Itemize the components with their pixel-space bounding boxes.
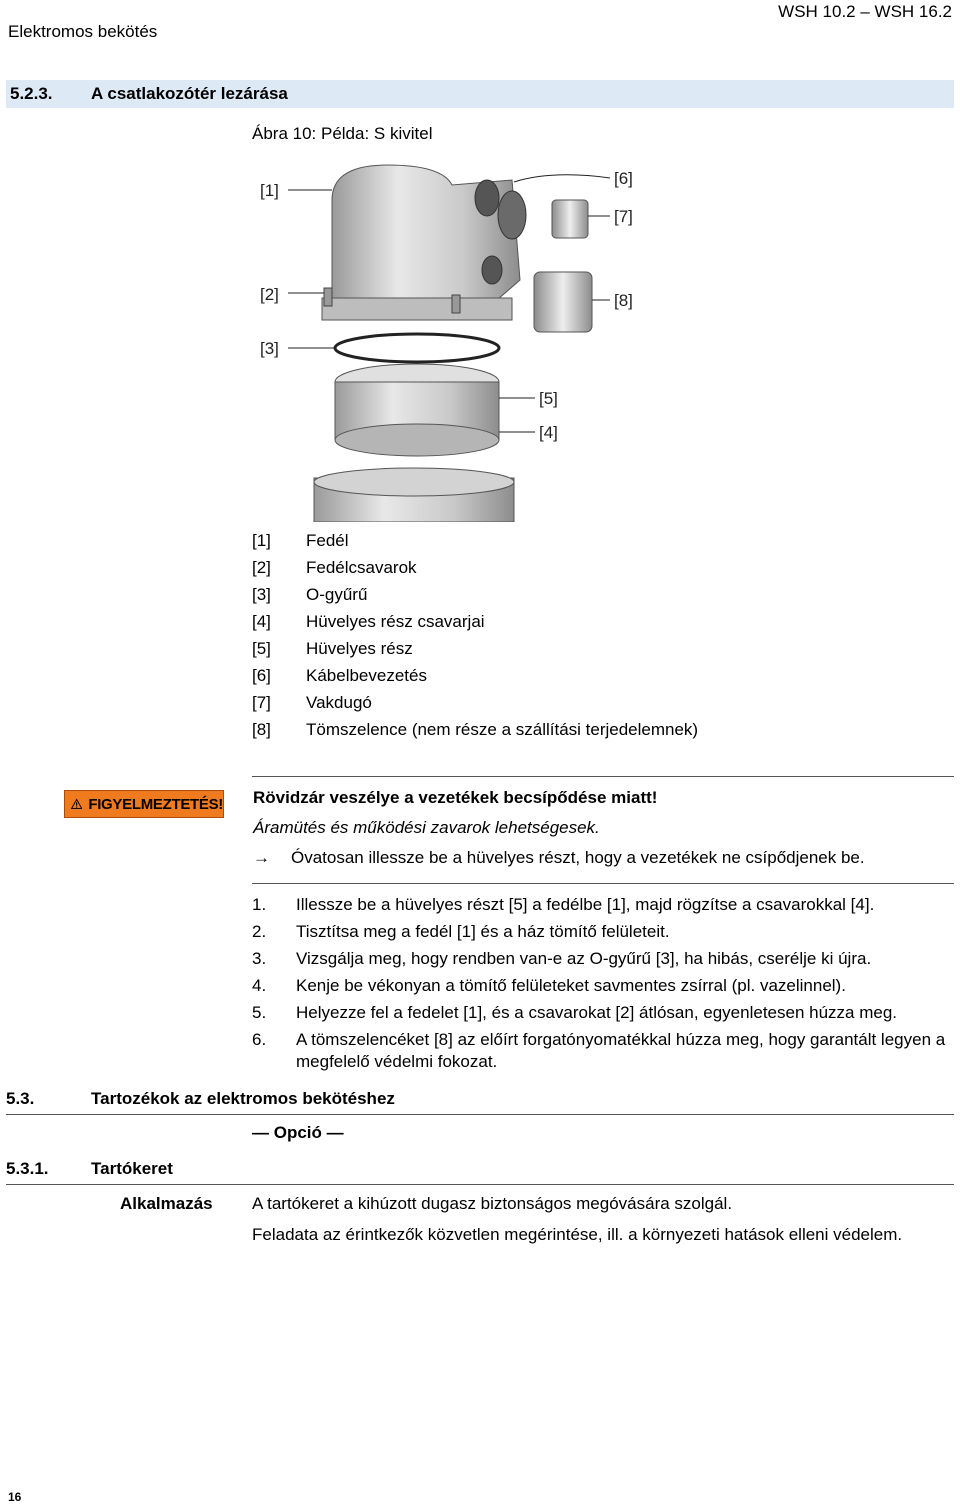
legend-key: [1] bbox=[252, 531, 271, 550]
legend-key: [8] bbox=[252, 720, 271, 739]
list-item bbox=[252, 894, 957, 916]
warning-subtitle: Áramütés és működési zavarok lehetségesek. bbox=[253, 818, 600, 837]
header-left-title: Elektromos bekötés bbox=[8, 22, 158, 41]
legend-key: [2] bbox=[252, 558, 271, 577]
step-number: 5. bbox=[252, 1003, 267, 1022]
list-item bbox=[252, 975, 957, 997]
page-number: 16 bbox=[8, 1490, 22, 1504]
callout-6: [6] bbox=[614, 169, 633, 188]
step-number: 1. bbox=[252, 895, 267, 914]
warning-action bbox=[253, 848, 865, 868]
o-ring bbox=[335, 334, 499, 362]
paragraph-2: Feladata az érintkezők közvetlen megérintése, ill. a környezeti hatások elleni védelem. bbox=[252, 1225, 903, 1244]
step-text: Illessze be a hüvelyes részt [5] a fedélbe [1], majd rögzítse a csavarokkal [4]. bbox=[296, 895, 875, 914]
list-item bbox=[252, 1029, 957, 1073]
side-label-application: Alkalmazás bbox=[120, 1194, 213, 1213]
callout-5: [5] bbox=[539, 389, 558, 408]
instruction-steps bbox=[252, 894, 957, 1078]
warning-top-rule bbox=[252, 776, 954, 777]
section-title: Tartozékok az elektromos bekötéshez bbox=[91, 1089, 395, 1108]
section-5-3-1-heading bbox=[6, 1159, 173, 1179]
list-item bbox=[252, 921, 957, 943]
callout-8: [8] bbox=[614, 291, 633, 310]
callout-4: [4] bbox=[539, 423, 558, 442]
warning-title: Rövidzár veszélye a vezetékek becsípődése miatt! bbox=[253, 788, 658, 807]
step-text: Helyezze fel a fedelet [1], és a csavarokat [2] átlósan, egyenletesen húzza meg. bbox=[296, 1003, 898, 1022]
warning-badge bbox=[64, 790, 224, 818]
entry-1 bbox=[475, 180, 499, 216]
legend-key: [4] bbox=[252, 612, 271, 631]
legend-row bbox=[252, 608, 698, 635]
legend-text: Fedél bbox=[306, 531, 349, 550]
exploded-view-drawing bbox=[252, 160, 672, 522]
legend-text: O-gyűrű bbox=[306, 585, 368, 604]
callout-7: [7] bbox=[614, 207, 633, 226]
legend-row bbox=[252, 635, 698, 662]
callout-3: [3] bbox=[260, 339, 279, 358]
section-5-3-heading bbox=[6, 1089, 395, 1109]
cable-gland bbox=[534, 272, 592, 332]
option-label: — Opció — bbox=[252, 1123, 344, 1142]
socket-carrier-bottom bbox=[335, 424, 499, 456]
list-item bbox=[252, 948, 957, 970]
header-right-title: WSH 10.2 – WSH 16.2 bbox=[778, 2, 952, 21]
step-number: 2. bbox=[252, 922, 267, 941]
warning-bottom-rule bbox=[252, 883, 954, 884]
cover-screw-1 bbox=[324, 288, 332, 306]
section-title: A csatlakozótér lezárása bbox=[91, 84, 288, 103]
step-text: Tisztítsa meg a fedél [1] és a ház tömítő felületeit. bbox=[296, 922, 670, 941]
legend-key: [5] bbox=[252, 639, 271, 658]
legend-key: [6] bbox=[252, 666, 271, 685]
figure-caption: Ábra 10: Példa: S kivitel bbox=[252, 124, 433, 143]
legend-text: Fedélcsavarok bbox=[306, 558, 417, 577]
entry-2 bbox=[498, 191, 526, 239]
entry-3 bbox=[482, 256, 502, 284]
warning-triangle-icon bbox=[71, 795, 82, 813]
section-number: 5.3. bbox=[6, 1089, 35, 1108]
blind-plug bbox=[552, 200, 588, 238]
arrow-right-icon: → bbox=[253, 848, 270, 867]
callout-1: [1] bbox=[260, 181, 279, 200]
legend-text: Hüvelyes rész bbox=[306, 639, 413, 658]
legend-key: [7] bbox=[252, 693, 271, 712]
legend-text: Kábelbevezetés bbox=[306, 666, 427, 685]
section-number: 5.2.3. bbox=[10, 84, 53, 103]
section-5-3-rule bbox=[6, 1114, 954, 1115]
list-item bbox=[252, 1002, 957, 1024]
warning-badge-label: FIGYELMEZTETÉS! bbox=[88, 795, 223, 813]
legend-text: Tömszelence (nem része a szállítási terjedelemnek) bbox=[306, 720, 699, 739]
paragraph-1: A tartókeret a kihúzott dugasz biztonságos megóvására szolgál. bbox=[252, 1194, 733, 1213]
housing-top bbox=[314, 468, 514, 496]
step-number: 4. bbox=[252, 976, 267, 995]
legend-key: [3] bbox=[252, 585, 271, 604]
section-title: Tartókeret bbox=[91, 1159, 173, 1178]
warning-action-text: Óvatosan illessze be a hüvelyes részt, hogy a vezetékek ne csípődjenek be. bbox=[291, 848, 865, 867]
step-text: Vizsgálja meg, hogy rendben van-e az O-gyűrű [3], ha hibás, cserélje ki újra. bbox=[296, 949, 872, 968]
section-5-3-1-rule bbox=[6, 1184, 954, 1185]
legend-row bbox=[252, 689, 698, 716]
legend-row bbox=[252, 662, 698, 689]
step-text: A tömszelencéket [8] az előírt forgatónyomatékkal húzza meg, hogy garantált legyen a megfelelő védelmi fokozat. bbox=[296, 1030, 946, 1071]
cover-screw-2 bbox=[452, 295, 460, 313]
legend-row bbox=[252, 527, 698, 554]
callout-2: [2] bbox=[260, 285, 279, 304]
cover-flange bbox=[322, 298, 512, 320]
legend-row bbox=[252, 716, 698, 743]
step-text: Kenje be vékonyan a tömítő felületeket savmentes zsírral (pl. vazelinnel). bbox=[296, 976, 846, 995]
legend-text: Hüvelyes rész csavarjai bbox=[306, 612, 485, 631]
step-number: 3. bbox=[252, 949, 267, 968]
legend-text: Vakdugó bbox=[306, 693, 372, 712]
legend-row bbox=[252, 581, 698, 608]
legend-row bbox=[252, 554, 698, 581]
section-5-2-3-heading bbox=[6, 80, 954, 108]
figure-legend bbox=[252, 527, 698, 743]
step-number: 6. bbox=[252, 1030, 267, 1049]
section-number: 5.3.1. bbox=[6, 1159, 49, 1178]
